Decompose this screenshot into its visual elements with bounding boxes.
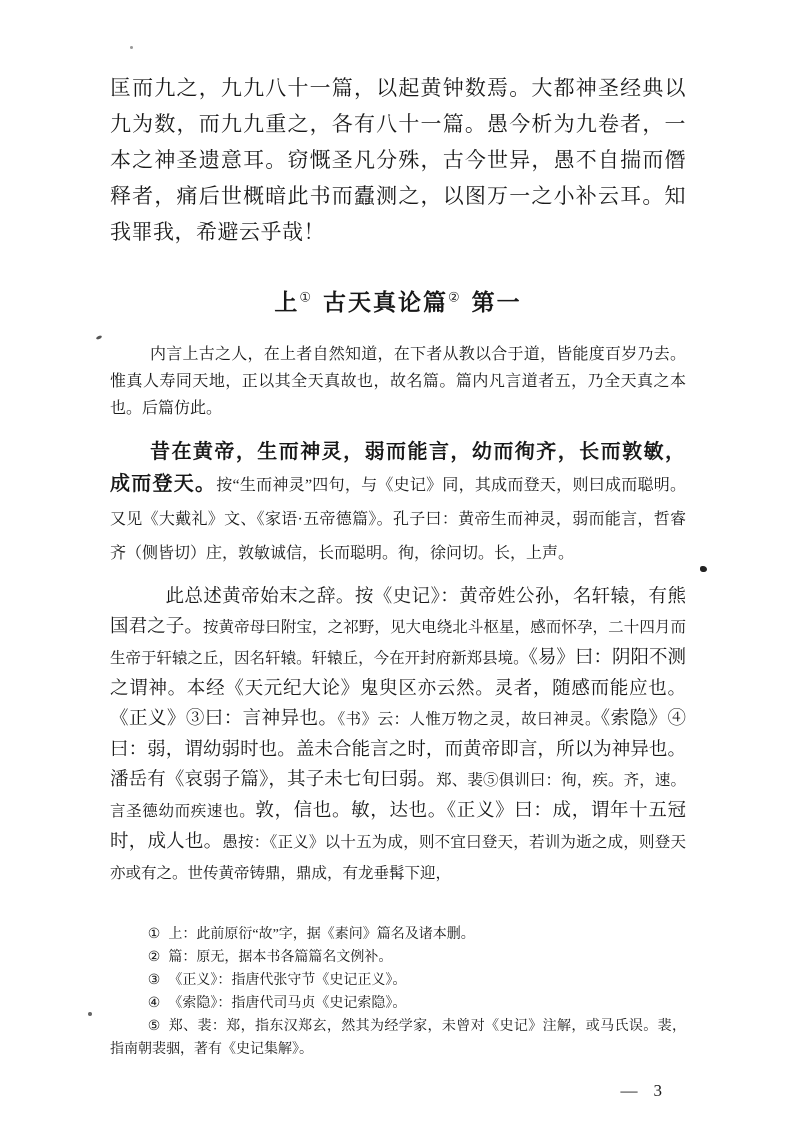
commentary-segment: 此总述黄帝始末之辞。按《史记》：黄帝姓公孙，名轩辕，有熊国君之子。 bbox=[110, 587, 686, 637]
footnote-number: ④ bbox=[147, 996, 161, 1011]
scan-artifact bbox=[130, 46, 133, 49]
page-content bbox=[110, 70, 686, 1101]
footnote-number: ③ bbox=[147, 973, 161, 988]
footnote-item-2 bbox=[110, 946, 686, 969]
commentary-segment: 《易》曰：阴阳不测之谓神。本经《天元纪大论》鬼臾区亦云然。灵者，随感而能应也。《正义》③曰：言神异也。 bbox=[110, 648, 686, 729]
page-number bbox=[110, 1081, 686, 1101]
classic-text: 昔在黄帝，生而神灵，弱而能言，幼而徇齐，长而敦敏，成而登天。 bbox=[110, 441, 686, 495]
chapter-name: 古天真论篇 bbox=[323, 290, 448, 315]
footnote-number: ② bbox=[147, 950, 161, 965]
footnote-item-1 bbox=[110, 923, 686, 946]
footnote-item-5 bbox=[110, 1015, 686, 1061]
page-number-dash: — bbox=[620, 1081, 638, 1100]
footnote-text: 篇：原无，据本书各篇篇名文例补。 bbox=[168, 950, 393, 965]
commentary-segment: 敦，信也。敏，达也。《正义》曰：成，谓年十五冠时，成人也。 bbox=[110, 801, 686, 852]
footnote-item-4 bbox=[110, 992, 686, 1015]
footnote-text: 郑、裴：郑，指东汉郑玄，然其为经学家，未曾对《史记》注解，或马氏误。裴，指南朝裴骃，著有《史记集解》。 bbox=[110, 1019, 686, 1057]
passage-paragraph bbox=[110, 436, 686, 570]
scan-artifact bbox=[88, 1012, 92, 1016]
scan-artifact bbox=[96, 335, 103, 340]
inline-annotation: 按“生而神灵”四句，与《史记》同，其成而登天，则曰成而聪明。又见《大戴礼》文、《家语·五帝德篇》。孔子曰：黄帝生而神灵，弱而能言，哲睿齐（侧皆切）庄，敦敏诚信，长而聪明。徇，徐问切。长，上声。 bbox=[110, 477, 686, 562]
commentary-segment: 《书》云：人惟万物之灵，故曰神灵。 bbox=[337, 711, 601, 728]
chapter-volume-label: 上 bbox=[274, 290, 300, 315]
commentary-segment: 愚按：《正义》以十五为成，则不宜曰登天，若训为逝之成，则登天亦或有之。世传黄帝铸鼎，鼎成，有龙垂髯下迎， bbox=[110, 834, 686, 882]
footnote-number: ① bbox=[147, 927, 161, 942]
footnotes-block bbox=[110, 923, 686, 1061]
footnote-text: 《正义》：指唐代张守节《史记正义》。 bbox=[168, 973, 407, 988]
commentary-segment: 郑、裴⑤俱训曰：徇，疾。齐，速。言圣德幼而疾速也。 bbox=[110, 772, 686, 820]
footnote-number: ⑤ bbox=[147, 1019, 161, 1034]
chapter-ordinal: 第一 bbox=[471, 290, 522, 315]
chapter-title bbox=[110, 284, 686, 317]
scan-artifact bbox=[700, 566, 707, 572]
commentary-segment: 《索隐》④曰：弱，谓幼弱时也。盖未合能言之时，而黄帝即言，所以为神异也。潘岳有《哀弱子篇》，其子未七旬曰弱。 bbox=[110, 709, 686, 790]
commentary-segment: 按黄帝母曰附宝，之祁野，见大电绕北斗枢星，感而怀孕，二十四月而生帝于轩辕之丘，因名轩辕。轩辕丘，今在开封府新郑县境。 bbox=[110, 619, 686, 667]
footnote-text: 上：此前原衍“故”字，据《素问》篇名及诸本删。 bbox=[168, 927, 475, 942]
page-number-value: 3 bbox=[653, 1081, 662, 1100]
footnote-text: 《索隐》：指唐代司马贞《史记索隐》。 bbox=[168, 996, 407, 1011]
intro-paragraph: 匡而九之，九九八十一篇，以起黄钟数焉。大都神圣经典以九为数，而九九重之，各有八十一篇。愚今析为九卷者，一本之神圣遗意耳。窃慨圣凡分殊，古今世异，愚不自揣而僭释者，痛后世概暗此书而蠹测之，以图万一之小补云耳。知我罪我，希避云乎哉！ bbox=[110, 76, 686, 244]
footnote-item-3 bbox=[110, 969, 686, 992]
commentary-paragraph bbox=[110, 582, 686, 889]
footnote-ref-1: ① bbox=[299, 289, 311, 305]
overview-paragraph: 内言上古之人，在上者自然知道，在下者从教以合于道，皆能度百岁乃去。惟真人寿同天地，正以其全天真故也，故名篇。篇内凡言道者五，乃全天真之本也。后篇仿此。 bbox=[110, 346, 686, 417]
footnote-ref-2: ② bbox=[448, 289, 460, 305]
